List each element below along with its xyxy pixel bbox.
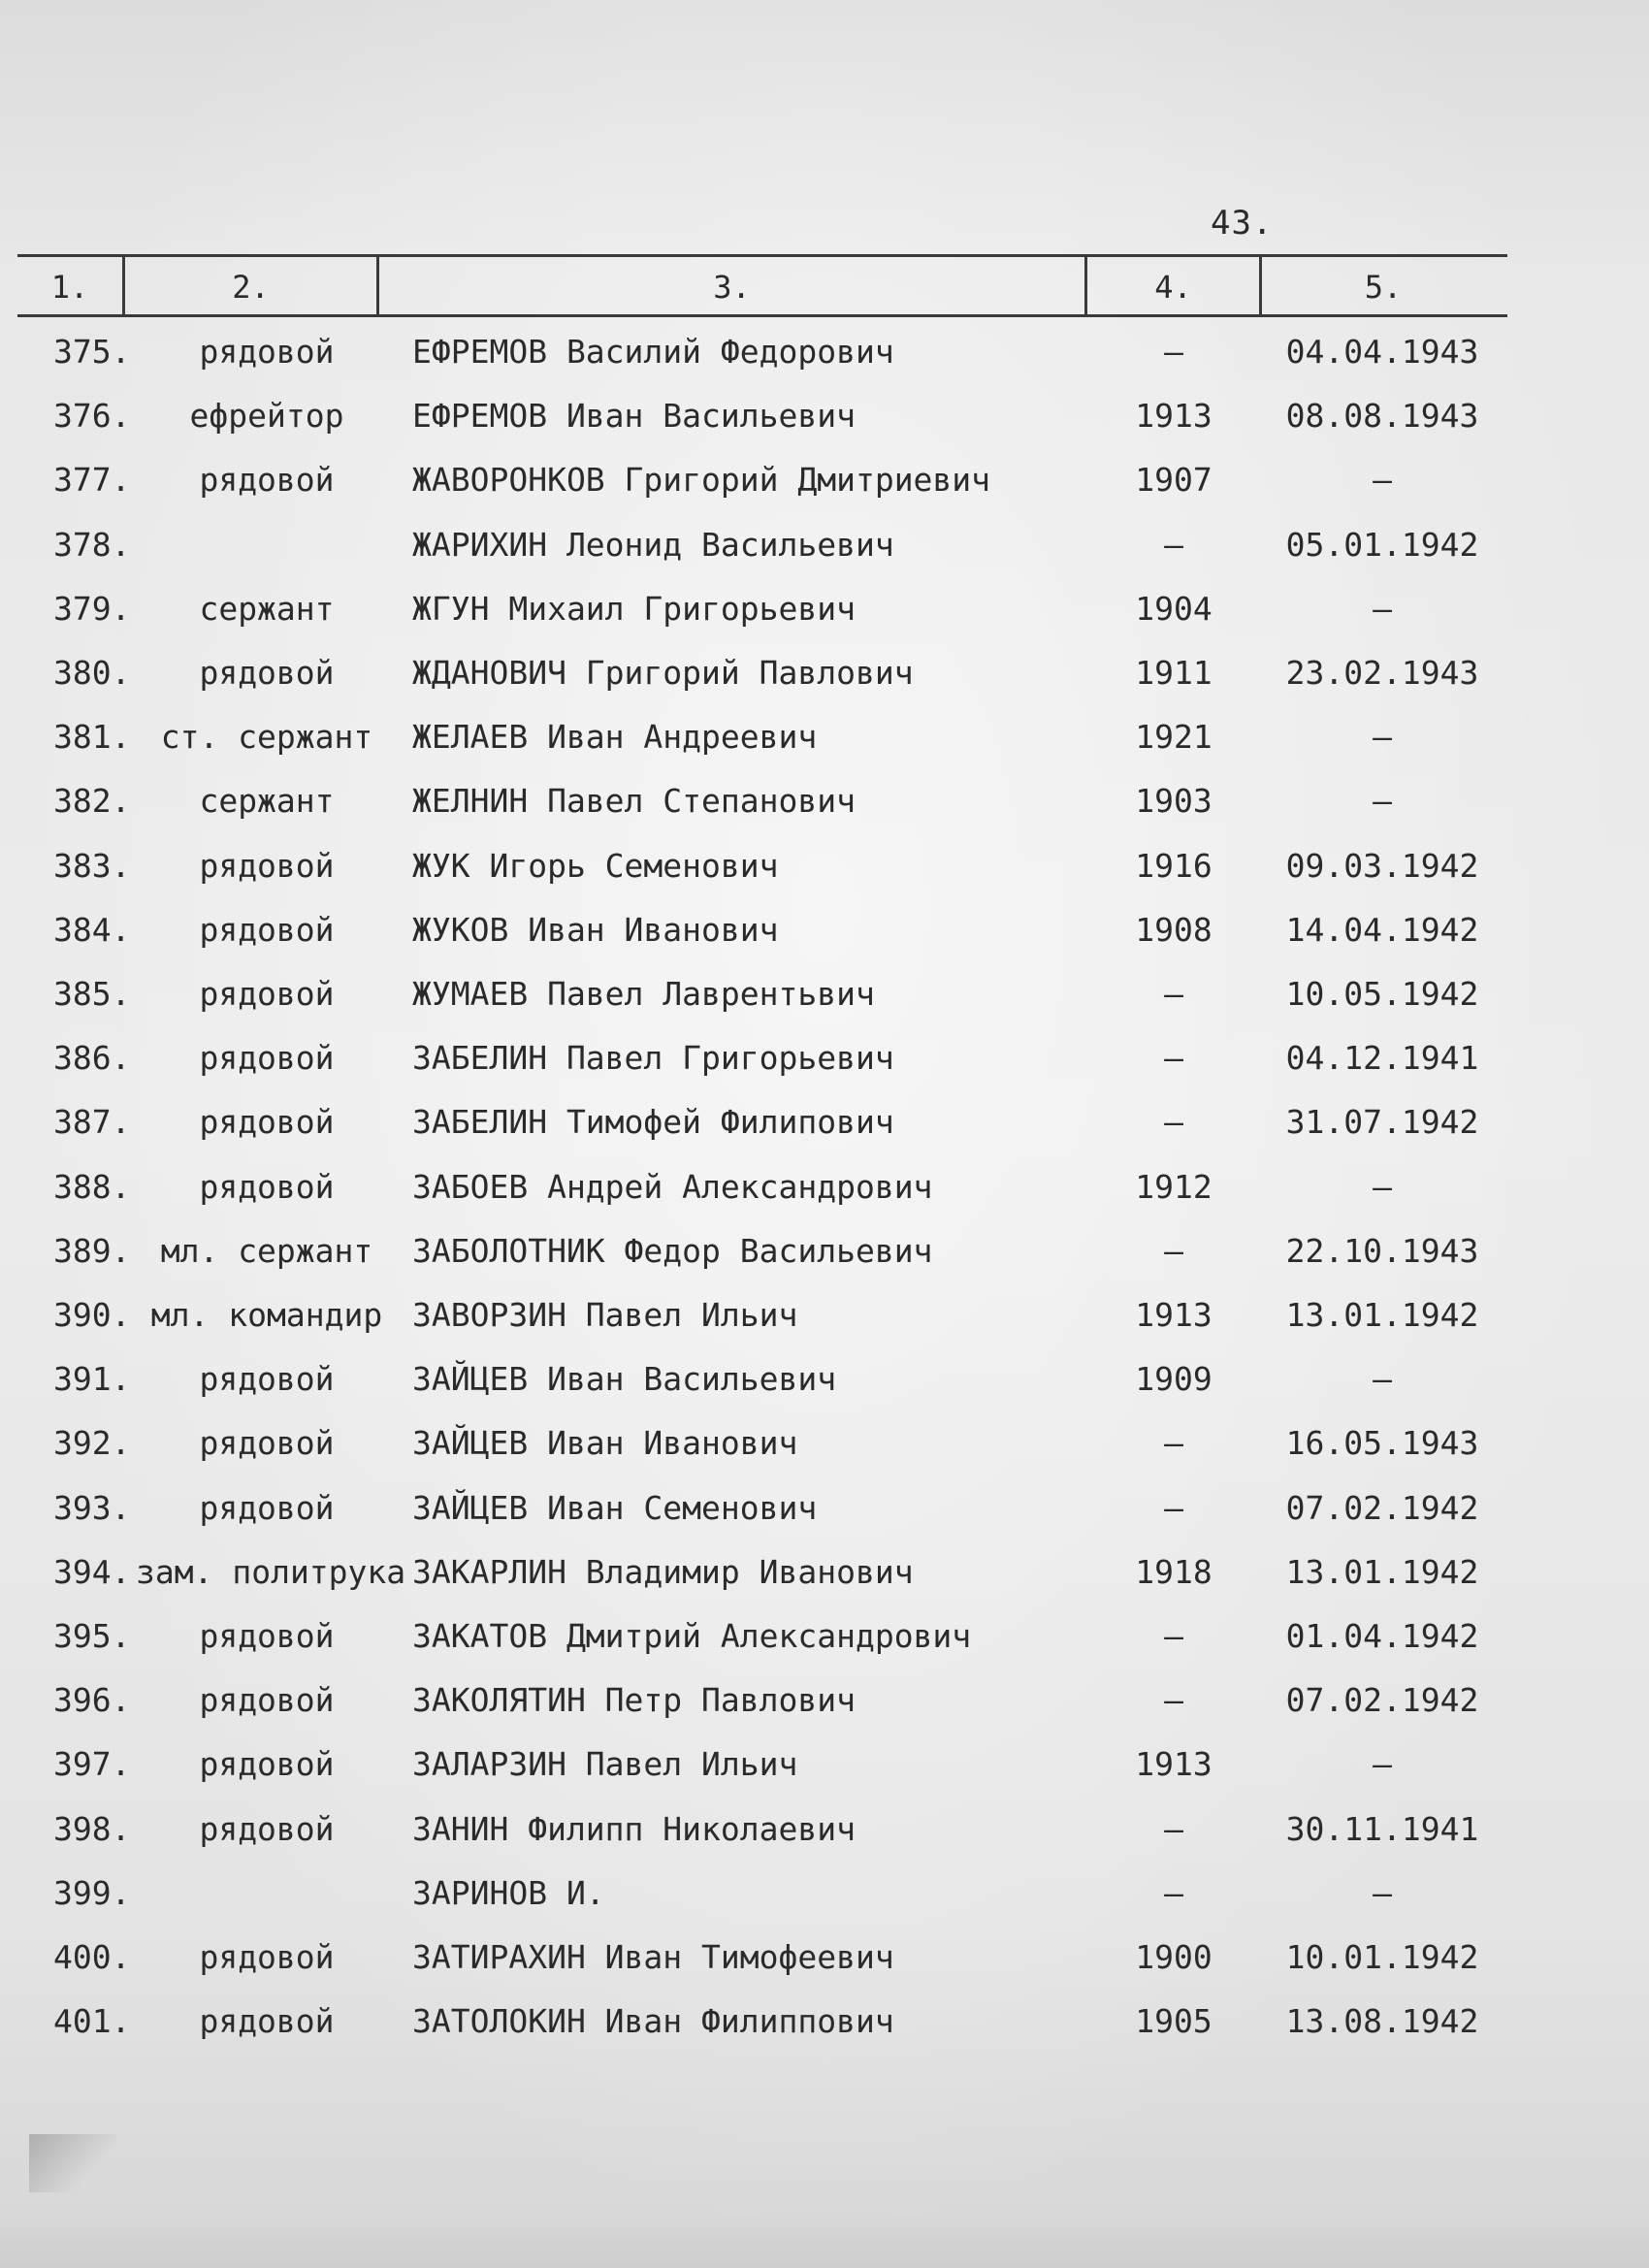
table-row [0, 1540, 1649, 1604]
row-name: ЗАКАРЛИН Владимир Иванович [412, 1552, 914, 1591]
row-birth-year: – [1164, 1231, 1183, 1270]
row-birth-year: 1907 [1135, 461, 1212, 500]
row-number: 377. [53, 461, 131, 500]
row-rank: рядовой [199, 1167, 335, 1206]
row-birth-year: – [1164, 1488, 1183, 1527]
column-header-1: 1. [50, 269, 89, 306]
row-date: 22.10.1943 [1285, 1231, 1479, 1270]
row-name: ЗАНИН Филипп Николаевич [412, 1809, 856, 1848]
row-name: ЗАВОРЗИН Павел Ильич [412, 1296, 798, 1334]
table-row [0, 898, 1649, 962]
row-date: 09.03.1942 [1285, 846, 1479, 885]
row-number: 390. [53, 1296, 131, 1334]
row-birth-year: 1911 [1135, 654, 1212, 692]
row-date: 31.07.1942 [1285, 1103, 1479, 1142]
row-name: ЗАЙЦЕВ Иван Васильевич [412, 1360, 837, 1399]
table-row [0, 448, 1649, 512]
row-rank: рядовой [199, 1745, 335, 1784]
row-name: ЕФРЕМОВ Иван Васильевич [412, 397, 856, 436]
row-rank: рядовой [199, 1039, 335, 1078]
row-name: ЖДАНОВИЧ Григорий Павлович [412, 654, 914, 692]
row-name: ЗАЙЦЕВ Иван Семенович [412, 1488, 818, 1527]
table-row [0, 1476, 1649, 1540]
row-birth-year: 1913 [1135, 1296, 1212, 1334]
row-number: 393. [53, 1488, 131, 1527]
row-number: 388. [53, 1167, 131, 1206]
row-number: 400. [53, 1938, 131, 1976]
table-row [0, 1990, 1649, 2054]
column-header-4: 4. [1154, 269, 1192, 306]
scan-shadow [0, 2210, 1649, 2268]
row-date: 04.12.1941 [1285, 1039, 1479, 1078]
table-row [0, 962, 1649, 1026]
row-birth-year: 1921 [1135, 718, 1212, 757]
row-number: 391. [53, 1360, 131, 1399]
table-row [0, 320, 1649, 384]
row-name: ЖУК Игорь Семенович [412, 846, 779, 885]
row-number: 387. [53, 1103, 131, 1142]
table-row [0, 1604, 1649, 1669]
row-date: – [1373, 589, 1392, 628]
row-birth-year: – [1164, 975, 1183, 1013]
row-rank: рядовой [199, 1360, 335, 1399]
row-name: ЖЕЛНИН Павел Степанович [412, 782, 856, 821]
row-birth-year: 1913 [1135, 397, 1212, 436]
row-rank: рядовой [199, 1809, 335, 1848]
table-row [0, 1155, 1649, 1219]
row-rank: мл. командир [150, 1296, 383, 1334]
row-number: 382. [53, 782, 131, 821]
row-rank: рядовой [199, 654, 335, 692]
table-row [0, 1798, 1649, 1862]
row-birth-year: 1905 [1135, 2002, 1212, 2041]
row-date: 01.04.1942 [1285, 1617, 1479, 1655]
row-number: 384. [53, 910, 131, 949]
row-number: 379. [53, 589, 131, 628]
row-name: ЗАЙЦЕВ Иван Иванович [412, 1424, 798, 1463]
table-row [0, 1347, 1649, 1411]
row-birth-year: – [1164, 1873, 1183, 1912]
row-rank: рядовой [199, 1938, 335, 1976]
table-row [0, 1090, 1649, 1154]
row-date: – [1373, 1167, 1392, 1206]
column-header-2: 2. [232, 269, 270, 306]
row-date: 13.08.1942 [1285, 2002, 1479, 2041]
row-birth-year: – [1164, 1103, 1183, 1142]
row-birth-year: 1912 [1135, 1167, 1212, 1206]
row-rank: рядовой [199, 1424, 335, 1463]
row-date: 10.01.1942 [1285, 1938, 1479, 1976]
row-name: ЖЕЛАЕВ Иван Андреевич [412, 718, 818, 757]
row-number: 398. [53, 1809, 131, 1848]
row-date: 07.02.1942 [1285, 1681, 1479, 1720]
row-birth-year: – [1164, 333, 1183, 371]
row-birth-year: 1913 [1135, 1745, 1212, 1784]
row-rank: рядовой [199, 1103, 335, 1142]
row-name: ЕФРЕМОВ Василий Федорович [412, 333, 894, 371]
row-date: 16.05.1943 [1285, 1424, 1479, 1463]
table-row [0, 513, 1649, 577]
table-row [0, 1669, 1649, 1733]
row-name: ЖАРИХИН Леонид Васильевич [412, 525, 894, 564]
row-birth-year: – [1164, 1681, 1183, 1720]
row-rank [136, 513, 398, 577]
row-birth-year: – [1164, 1424, 1183, 1463]
row-date: 07.02.1942 [1285, 1488, 1479, 1527]
row-date: – [1373, 782, 1392, 821]
table-row [0, 1411, 1649, 1475]
scan-smudge [29, 2134, 116, 2192]
row-date: – [1373, 1745, 1392, 1784]
row-birth-year: 1904 [1135, 589, 1212, 628]
row-date: 04.04.1943 [1285, 333, 1479, 371]
table-row [0, 1733, 1649, 1797]
row-birth-year: 1909 [1135, 1360, 1212, 1399]
row-date: 23.02.1943 [1285, 654, 1479, 692]
row-number: 380. [53, 654, 131, 692]
row-number: 399. [53, 1873, 131, 1912]
table-row [0, 769, 1649, 833]
row-number: 378. [53, 525, 131, 564]
row-date: 05.01.1942 [1285, 525, 1479, 564]
row-birth-year: 1918 [1135, 1552, 1212, 1591]
row-name: ЗАЛАРЗИН Павел Ильич [412, 1745, 798, 1784]
row-number: 385. [53, 975, 131, 1013]
row-date: 10.05.1942 [1285, 975, 1479, 1013]
row-name: ЗАКОЛЯТИН Петр Павлович [412, 1681, 856, 1720]
row-name: ЖУМАЕВ Павел Лаврентьвич [412, 975, 875, 1013]
table-row [0, 1283, 1649, 1347]
row-name: ЖУКОВ Иван Иванович [412, 910, 779, 949]
row-name: ЗАКАТОВ Дмитрий Александрович [412, 1617, 972, 1655]
table-row [0, 705, 1649, 769]
row-date: 14.04.1942 [1285, 910, 1479, 949]
header-rule-bottom [17, 314, 1507, 317]
row-rank: рядовой [199, 910, 335, 949]
row-number: 386. [53, 1039, 131, 1078]
header-rule-top [17, 254, 1507, 257]
row-birth-year: 1916 [1135, 846, 1212, 885]
row-rank: рядовой [199, 461, 335, 500]
row-birth-year: 1908 [1135, 910, 1212, 949]
row-number: 376. [53, 397, 131, 436]
row-number: 381. [53, 718, 131, 757]
row-date: 08.08.1943 [1285, 397, 1479, 436]
table-row [0, 577, 1649, 641]
row-name: ЗАТОЛОКИН Иван Филиппович [412, 2002, 894, 2041]
row-number: 397. [53, 1745, 131, 1784]
row-birth-year: – [1164, 1809, 1183, 1848]
table-row [0, 1219, 1649, 1283]
row-date: 30.11.1941 [1285, 1809, 1479, 1848]
row-date: – [1373, 718, 1392, 757]
page-number: 43. [1211, 204, 1274, 243]
row-rank [136, 1862, 398, 1926]
row-rank: ефрейтор [189, 397, 344, 436]
row-rank: сержант [199, 782, 335, 821]
row-number: 401. [53, 2002, 131, 2041]
row-number: 375. [53, 333, 131, 371]
row-rank: рядовой [199, 1488, 335, 1527]
row-number: 389. [53, 1231, 131, 1270]
row-number: 396. [53, 1681, 131, 1720]
row-date: 13.01.1942 [1285, 1296, 1479, 1334]
row-name: ЗАБЕЛИН Тимофей Филипович [412, 1103, 894, 1142]
row-birth-year: – [1164, 525, 1183, 564]
row-number: 395. [53, 1617, 131, 1655]
row-rank: рядовой [199, 1617, 335, 1655]
row-rank: зам. политрука [136, 1552, 406, 1591]
row-name: ЗАБОЛОТНИК Федор Васильевич [412, 1231, 933, 1270]
row-number: 392. [53, 1424, 131, 1463]
column-header-3: 3. [713, 269, 751, 306]
table-row [0, 1862, 1649, 1926]
row-rank: рядовой [199, 846, 335, 885]
row-name: ЖАВОРОНКОВ Григорий Дмитриевич [412, 461, 991, 500]
row-date: – [1373, 1873, 1392, 1912]
row-rank: рядовой [199, 1681, 335, 1720]
table-row [0, 641, 1649, 705]
row-name: ЖГУН Михаил Григорьевич [412, 589, 856, 628]
row-birth-year: 1900 [1135, 1938, 1212, 1976]
row-name: ЗАТИРАХИН Иван Тимофеевич [412, 1938, 894, 1976]
row-rank: рядовой [199, 975, 335, 1013]
row-name: ЗАБЕЛИН Павел Григорьевич [412, 1039, 894, 1078]
row-name: ЗАБОЕВ Андрей Александрович [412, 1167, 933, 1206]
row-rank: рядовой [199, 333, 335, 371]
row-rank: рядовой [199, 2002, 335, 2041]
row-rank: мл. сержант [160, 1231, 373, 1270]
table-row [0, 834, 1649, 898]
table-row [0, 384, 1649, 448]
column-header-5: 5. [1364, 269, 1403, 306]
row-number: 383. [53, 846, 131, 885]
row-birth-year: – [1164, 1039, 1183, 1078]
row-birth-year: – [1164, 1617, 1183, 1655]
row-number: 394. [53, 1552, 131, 1591]
row-rank: сержант [199, 589, 335, 628]
table-row [0, 1926, 1649, 1990]
row-date: – [1373, 461, 1392, 500]
row-date: – [1373, 1360, 1392, 1399]
row-date: 13.01.1942 [1285, 1552, 1479, 1591]
table-row [0, 1026, 1649, 1090]
row-rank: ст. сержант [160, 718, 373, 757]
row-name: ЗАРИНОВ И. [412, 1873, 605, 1912]
row-birth-year: 1903 [1135, 782, 1212, 821]
